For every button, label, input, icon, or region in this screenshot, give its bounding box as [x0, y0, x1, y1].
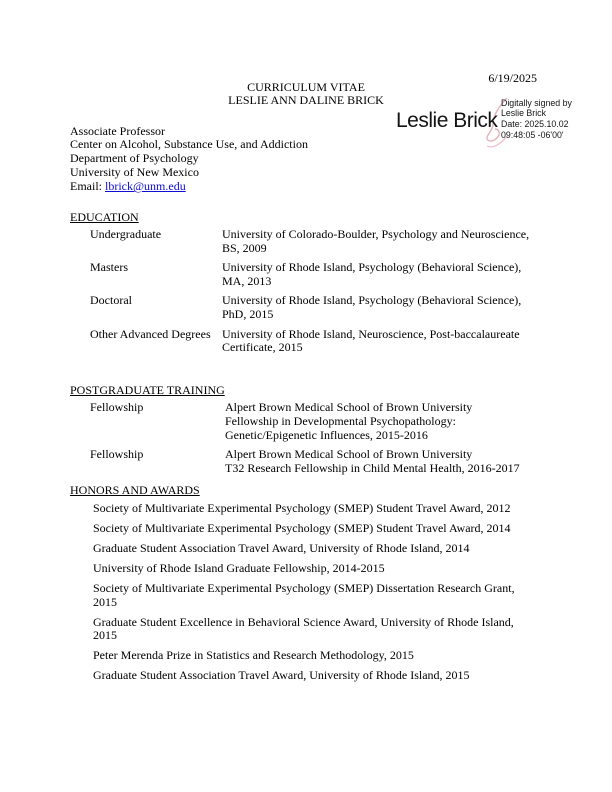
signing-date: 6/19/2025 — [488, 70, 537, 85]
award-line: Society of Multivariate Experimental Psychology (SMEP) Student Travel Award, 2014 — [93, 520, 511, 535]
award-line: 2015 — [93, 628, 117, 643]
row-value — [222, 228, 542, 256]
award-line: Society of Multivariate Experimental Psychology (SMEP) Dissertation Research Grant, — [93, 580, 515, 595]
signature-detail-line: 09:48:05 -06'00' — [501, 129, 564, 140]
value-line: BS, 2009 — [222, 240, 267, 255]
award-item — [93, 522, 542, 536]
cv-entry-row — [90, 261, 542, 289]
award-item — [93, 669, 542, 683]
value-line: T32 Research Fellowship in Child Mental Health, 2016-2017 — [225, 460, 520, 475]
value-line: University of Rhode Island, Neuroscience, Post-baccalaureate — [222, 326, 520, 341]
cv-entry-row — [90, 448, 542, 476]
signature-name: Leslie Brick — [396, 109, 498, 132]
award-item — [93, 616, 542, 644]
award-line: 2015 — [93, 594, 117, 609]
row-label: Masters — [90, 260, 128, 275]
value-line: Genetic/Epigenetic Influences, 2015-2016 — [225, 427, 428, 442]
cv-name: LESLIE ANN DALINE BRICK — [228, 93, 384, 107]
row-value — [222, 328, 542, 356]
row-label: Fellowship — [90, 400, 144, 414]
cv-entry-row — [90, 228, 542, 256]
education-heading: EDUCATION — [70, 210, 139, 224]
value-line: MA, 2013 — [222, 273, 272, 288]
award-item — [93, 542, 542, 556]
signature-detail-line: Leslie Brick — [501, 108, 546, 119]
row-value — [225, 448, 542, 476]
row-value — [222, 261, 542, 289]
award-line: Graduate Student Association Travel Award, University of Rhode Island, 2015 — [93, 668, 470, 683]
contact-lines — [70, 125, 308, 181]
award-line: Graduate Student Excellence in Behavioral Science Award, University of Rhode Island, — [93, 614, 514, 629]
value-line: Fellowship in Developmental Psychopathology: — [225, 413, 456, 428]
honors-list — [70, 502, 542, 683]
email-row — [70, 180, 308, 194]
contact-line: University of New Mexico — [70, 165, 199, 180]
award-item — [93, 582, 542, 610]
honors-heading: HONORS AND AWARDS — [70, 483, 200, 497]
contact-line: Associate Professor — [70, 123, 165, 138]
value-line: University of Colorado-Boulder, Psychology and Neuroscience, — [222, 227, 530, 241]
cv-title: CURRICULUM VITAE — [247, 80, 365, 94]
row-value — [222, 294, 542, 322]
email-label: Email: — [70, 179, 105, 194]
cv-entry-row — [90, 401, 542, 442]
section-education — [70, 210, 542, 361]
award-item — [93, 502, 542, 516]
value-line: University of Rhode Island, Psychology (Behavioral Science), — [222, 260, 522, 275]
postgraduate-heading: POSTGRADUATE TRAINING — [70, 383, 225, 397]
education-rows — [70, 228, 542, 355]
email-link[interactable]: lbrick@unm.edu — [105, 179, 186, 194]
award-item — [93, 649, 542, 663]
award-line: Peter Merenda Prize in Statistics and Research Methodology, 2015 — [93, 648, 414, 663]
value-line: Alpert Brown Medical School of Brown University — [225, 446, 473, 461]
row-label: Undergraduate — [90, 227, 162, 241]
row-label: Other Advanced Degrees — [90, 326, 211, 341]
row-label: Doctoral — [90, 293, 132, 308]
contact-block — [70, 125, 308, 195]
award-line: Society of Multivariate Experimental Psychology (SMEP) Student Travel Award, 2012 — [93, 500, 511, 515]
award-item — [93, 562, 542, 576]
postgraduate-rows — [70, 401, 542, 476]
value-line: University of Rhode Island, Psychology (Behavioral Science), — [222, 293, 522, 308]
value-line: PhD, 2015 — [222, 307, 274, 322]
contact-line: Center on Alcohol, Substance Use, and Addiction — [70, 137, 308, 152]
cv-entry-row — [90, 328, 542, 356]
cv-entry-row — [90, 294, 542, 322]
value-line: Certificate, 2015 — [222, 340, 303, 355]
signature-details — [501, 98, 572, 141]
section-honors — [70, 483, 542, 689]
section-postgraduate — [70, 383, 542, 481]
signature-detail-line: Digitally signed by — [501, 97, 572, 108]
award-line: University of Rhode Island Graduate Fellowship, 2014-2015 — [93, 560, 385, 575]
contact-line: Department of Psychology — [70, 151, 199, 166]
signature-detail-line: Date: 2025.10.02 — [501, 119, 569, 130]
award-line: Graduate Student Association Travel Award, University of Rhode Island, 2014 — [93, 540, 470, 555]
row-value — [225, 401, 542, 442]
row-label: Fellowship — [90, 446, 144, 461]
value-line: Alpert Brown Medical School of Brown University — [225, 400, 473, 414]
